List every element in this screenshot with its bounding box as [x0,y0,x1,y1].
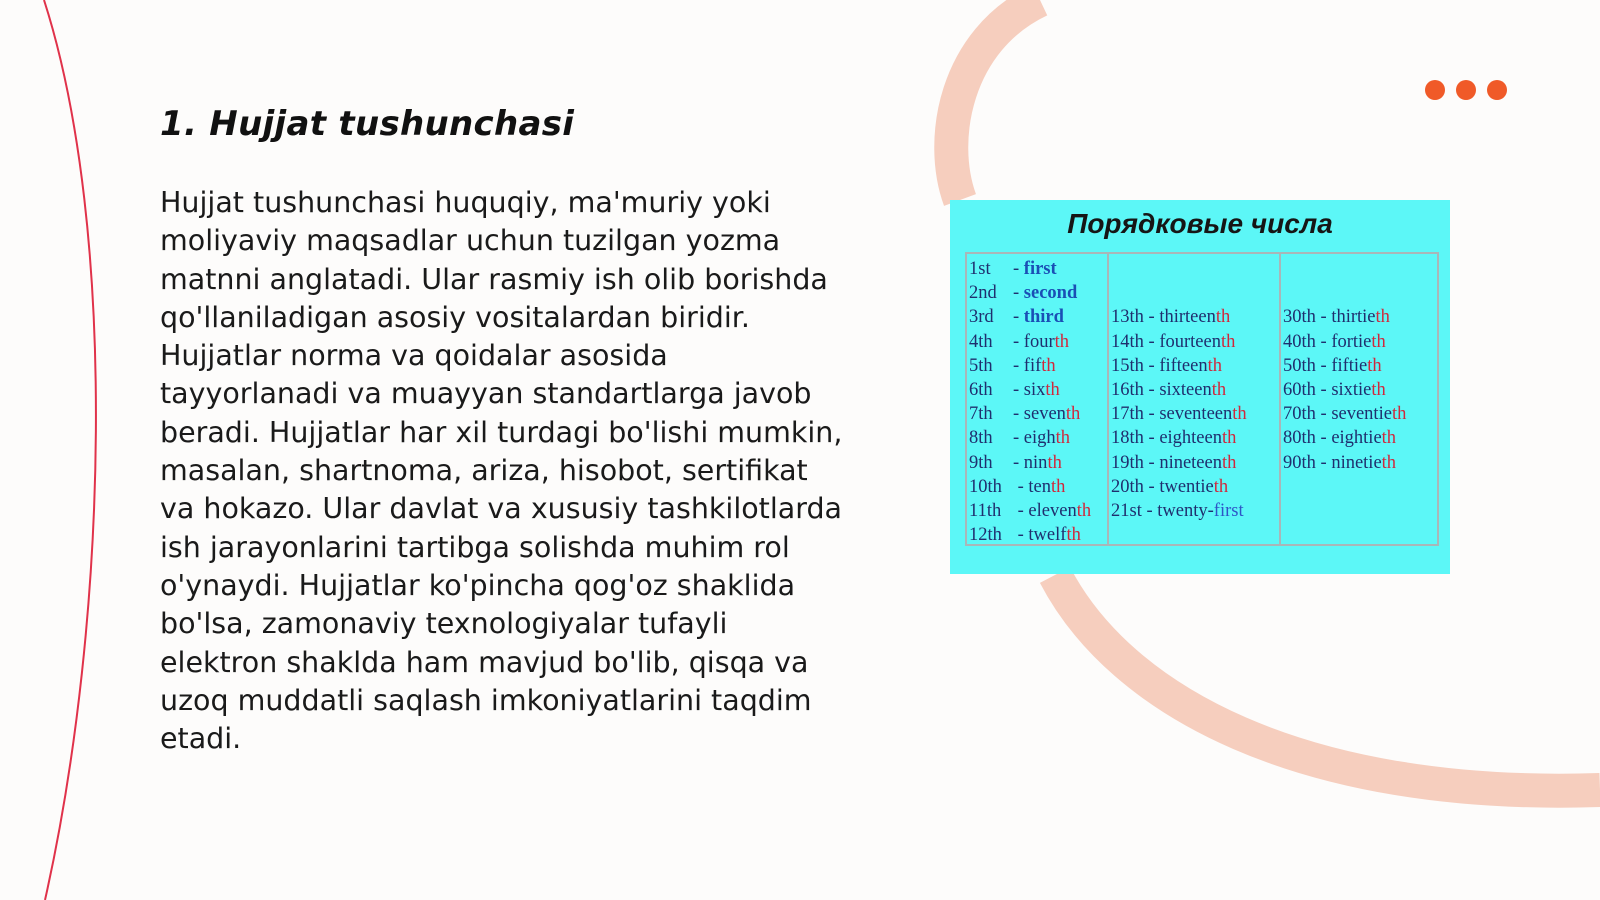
empty-row [1111,257,1279,281]
ordinal-first: first [1213,500,1244,521]
ordinal-row [1283,451,1437,475]
ordinal-separator: - [1315,331,1332,352]
ordinal-stem: thirtie [1331,307,1376,328]
dot-icon [1425,80,1445,100]
ordinal-row [1111,426,1279,450]
ordinal-stem: seventie [1331,404,1392,425]
ordinal-number: 20th [1111,476,1144,497]
ordinal-row [969,451,1107,475]
ordinal-suffix: th [1041,355,1056,376]
ordinal-word: first [1023,259,1057,279]
ordinal-stem: ninetie [1331,452,1382,473]
ordinal-separator: - [1315,452,1332,473]
ordinal-stem: seventeen [1159,404,1233,425]
ordinal-separator: - [1143,307,1160,328]
ordinal-number: 11th [969,500,1002,521]
ordinal-row [1111,378,1279,402]
ordinal-number: 15th [1111,355,1144,376]
ordinal-number: 4th [969,331,993,352]
ordinal-word: second [1023,283,1078,304]
ordinal-number: 70th [1283,404,1316,425]
ordinal-stem: six [1023,379,1046,400]
ordinal-row [1111,451,1279,475]
ordinal-separator: - [1143,476,1160,497]
ordinal-separator: - [1143,355,1160,376]
ordinal-suffix: th [1232,404,1247,425]
ordinal-row [1111,402,1279,426]
ordinal-separator: - [1013,476,1029,497]
ordinal-row [1283,426,1437,450]
ordinal-separator: - [1013,404,1024,425]
card-title: Порядковые числа [1067,208,1333,239]
ordinal-separator: - [1013,428,1024,449]
ordinal-stem: fiftie [1331,355,1368,376]
ordinal-number: 13th [1111,307,1144,328]
ordinal-column-2 [1109,254,1281,544]
ordinal-separator: - [1013,525,1029,546]
ordinal-stem: eleven [1028,500,1077,521]
ordinal-separator: - [1143,331,1160,352]
ordinal-word: third [1023,307,1064,328]
ordinal-separator: - [1315,355,1332,376]
left-edge-curve [44,0,96,900]
ordinal-suffix: th [1371,331,1386,352]
ordinal-suffix: th [1054,331,1070,352]
ordinal-separator: - [1143,428,1160,449]
ordinal-stem: sixteen [1159,379,1212,400]
empty-row [1111,281,1279,305]
ordinal-separator: - [1013,452,1024,473]
ordinal-number: 60th [1283,379,1316,400]
ordinal-separator: - [1143,379,1160,400]
ordinal-number: 8th [969,428,993,449]
ordinal-suffix: th [1207,355,1222,376]
empty-row [1283,281,1437,305]
dot-icon [1456,80,1476,100]
ordinal-row [1283,305,1437,329]
ordinal-stem: eighteen [1159,428,1222,449]
slide-title: 1. Hujjat tushunchasi [160,104,575,144]
ordinal-stem: sixtie [1331,379,1372,400]
ordinal-number: 9th [969,452,993,473]
ordinal-separator: - [1013,500,1029,521]
ordinal-separator: - [1315,428,1332,449]
ordinal-number: 21st [1111,500,1142,521]
ordinal-separator: - [1013,331,1024,352]
ordinal-separator: - [1013,259,1024,279]
ordinal-row [969,305,1107,329]
ordinal-separator: - [1013,379,1024,400]
ordinal-row [969,499,1107,523]
ordinal-row [1111,499,1279,523]
ordinal-stem: fif [1023,355,1042,376]
ordinal-suffix: th [1076,500,1092,521]
ordinal-number: 12th [969,525,1002,546]
ordinal-number: 5th [969,355,993,376]
ordinal-row [969,354,1107,378]
ordinal-number: 18th [1111,428,1144,449]
ordinal-suffix: th [1045,379,1060,400]
ordinal-row [1111,330,1279,354]
ordinal-suffix: th [1220,331,1236,352]
ordinal-number: 30th [1283,307,1316,328]
ordinal-stem: seven [1023,404,1066,425]
ordinal-row [1283,378,1437,402]
ordinal-column-3 [1281,254,1437,544]
ordinal-separator: - [1141,500,1158,521]
ordinal-number: 90th [1283,452,1316,473]
ordinal-table [965,252,1439,546]
ordinal-suffix: th [1066,525,1081,546]
menu-dots [1425,80,1507,100]
ordinal-row [969,281,1107,305]
ordinal-separator: - [1315,379,1332,400]
ordinal-row [969,475,1107,499]
ordinal-number: 19th [1111,452,1144,473]
ordinal-number: 1st [969,259,991,279]
ordinal-suffix: th [1381,428,1397,449]
ordinal-row [969,402,1107,426]
ordinal-number: 2nd [969,283,997,304]
ordinal-row [1283,354,1437,378]
ordinal-row [969,257,1107,281]
ordinal-stem: fifteen [1159,355,1208,376]
ordinal-stem: twelf [1028,525,1067,546]
ordinal-suffix: th [1211,379,1227,400]
ordinal-stem: thirteen [1159,307,1216,328]
ordinal-suffix: th [1051,476,1066,497]
empty-row [1283,257,1437,281]
ordinal-suffix: th [1213,476,1229,497]
ordinal-row [1111,354,1279,378]
ordinal-stem: eightie [1331,428,1382,449]
ordinal-row [969,378,1107,402]
ordinal-number: 6th [969,379,993,400]
ordinal-number: 7th [969,404,993,425]
ordinal-row [1111,475,1279,499]
ordinal-row [969,523,1107,547]
ordinal-row [969,426,1107,450]
ordinal-column-1 [967,254,1109,544]
ordinal-number: 14th [1111,331,1144,352]
ordinal-separator: - [1315,404,1332,425]
ordinal-separator: - [1143,452,1160,473]
ordinal-row [1111,305,1279,329]
ordinal-separator: - [1143,404,1160,425]
ordinal-suffix: th [1381,452,1397,473]
ordinal-number: 50th [1283,355,1316,376]
ordinal-stem: eigh [1023,428,1056,449]
ordinal-suffix: th [1371,379,1386,400]
ordinal-row [1283,330,1437,354]
slide-body-text: Hujjat tushunchasi huquqiy, ma'muriy yoki moliyaviy maqsadlar uchun tuzilgan yozma matnni anglatadi. Ular rasmiy ish olib borishda qo'llaniladigan asosiy vositalardan biridir. Hujjatlar norma va qoidalar asosida tayyorlanadi va muayyan standartlarga javob beradi. Hujjatlar har xil turdagi bo'lishi mumkin, masalan, shartnoma, ariza, hisobot, sertifikat va hokazo. Ular davlat va xususiy tashkilotlarda ish jarayonlarini tartibga solishda muhim rol o'ynaydi. Hujjatlar ko'pincha qog'oz shaklida bo'lsa, zamonaviy texnologiyalar tufayli elektron shaklda ham mavjud bo'lib, qisqa va uzoq muddatli saqlash imkoniyatlarini taqdim etadi. [160,186,843,756]
ordinal-stem: twenty- [1157,500,1214,521]
ordinal-number: 17th [1111,404,1144,425]
ordinal-number: 16th [1111,379,1144,400]
dot-icon [1487,80,1507,100]
ordinal-separator: - [1013,307,1024,328]
ordinal-stem: twentie [1159,476,1214,497]
ordinal-stem: nineteen [1159,452,1222,473]
ordinal-suffix: th [1221,428,1237,449]
ordinal-separator: - [1315,307,1332,328]
ordinal-suffix: th [1221,452,1237,473]
ordinal-suffix: th [1215,307,1231,328]
ordinal-suffix: th [1047,452,1062,473]
ordinal-suffix: th [1055,428,1071,449]
ordinal-number: 40th [1283,331,1316,352]
ordinal-number: 10th [969,476,1002,497]
ordinal-numbers-card [950,200,1450,574]
ordinal-suffix: th [1391,404,1407,425]
ordinal-suffix: th [1065,404,1081,425]
ordinal-stem: nin [1023,452,1048,473]
ordinal-separator: - [1013,355,1024,376]
ordinal-stem: fourteen [1159,331,1221,352]
ordinal-suffix: th [1367,355,1382,376]
ordinal-row [969,330,1107,354]
ordinal-number: 3rd [969,307,994,328]
ordinal-number: 80th [1283,428,1316,449]
ordinal-suffix: th [1375,307,1390,328]
ordinal-stem: four [1023,331,1055,352]
ordinal-separator: - [1013,283,1024,304]
ordinal-stem: fortie [1331,331,1372,352]
ordinal-row [1283,402,1437,426]
ordinal-stem: ten [1028,476,1052,497]
